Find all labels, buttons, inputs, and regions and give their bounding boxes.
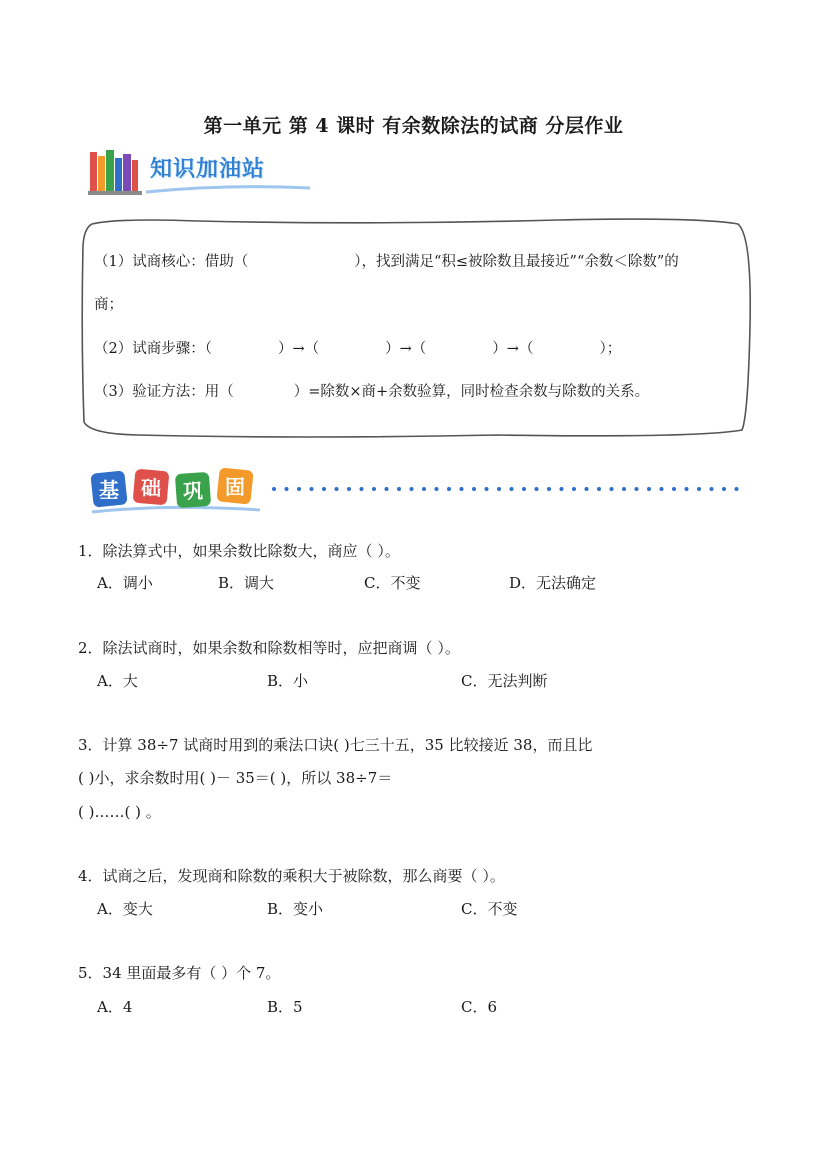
question-4-option-c[interactable]: C．不变: [461, 900, 518, 918]
knowledge-text: ）→（: [385, 341, 427, 357]
knowledge-text: ），找到满足“积≤被除数且最接近”“余数＜除数”的: [354, 254, 679, 270]
divider-dot: [335, 487, 339, 491]
question-1-option-b[interactable]: B．调大: [218, 574, 275, 592]
svg-text:固: 固: [225, 475, 245, 499]
question-5-option-b[interactable]: B．5: [267, 998, 303, 1016]
question-3-line-2: ( )小，求余数时用( )－ 35＝( )，所以 38÷7＝: [78, 769, 393, 787]
divider-dot: [572, 487, 576, 491]
section-banner-knowledge: 知识加油站: [150, 157, 266, 182]
divider-dot: [297, 487, 301, 491]
question-4-option-b[interactable]: B．变小: [267, 900, 324, 918]
divider-dot: [647, 487, 651, 491]
divider-dot: [685, 487, 689, 491]
divider-dot: [372, 487, 376, 491]
knowledge-text: （2）试商步骤：（: [94, 341, 212, 357]
tile-gong: [175, 472, 211, 508]
question-1-stem: 1．除法算式中，如果余数比除数大，商应（ ）。: [78, 542, 400, 560]
divider-dot: [460, 487, 464, 491]
question-2-option-b[interactable]: B．小: [267, 672, 309, 690]
divider-dot: [310, 487, 314, 491]
divider-dot: [710, 487, 714, 491]
divider-dot: [447, 487, 451, 491]
knowledge-text: （1）试商核心：借助（: [94, 254, 249, 270]
question-3-line-1: 3．计算 38÷7 试商时用到的乘法口诀( )七三十五，35 比较接近 38，而且比: [78, 736, 593, 754]
divider-dot: [535, 487, 539, 491]
page-title: 第一单元 第 4 课时 有余数除法的试商 分层作业: [203, 115, 624, 137]
divider-dot: [272, 487, 276, 491]
svg-text:巩: 巩: [183, 479, 203, 503]
question-5-option-c[interactable]: C．6: [461, 998, 498, 1016]
divider-dot: [610, 487, 614, 491]
divider-dot: [672, 487, 676, 491]
knowledge-line-1: [94, 250, 679, 271]
divider-dot: [697, 487, 701, 491]
svg-text:基: 基: [99, 478, 119, 502]
divider-dot: [635, 487, 639, 491]
question-1-option-c[interactable]: C．不变: [364, 574, 421, 592]
divider-dot: [510, 487, 514, 491]
knowledge-text: ）→（: [492, 341, 534, 357]
question-4-option-a[interactable]: A．变大: [97, 900, 153, 918]
divider-dot: [422, 487, 426, 491]
divider-dot: [547, 487, 551, 491]
divider-dot: [497, 487, 501, 491]
divider-dot: [722, 487, 726, 491]
knowledge-text: ）→（: [277, 341, 320, 357]
question-2-stem: 2．除法试商时，如果余数和除数相等时，应把商调（ ）。: [78, 639, 460, 657]
divider-dot: [472, 487, 476, 491]
svg-text:础: 础: [141, 476, 161, 500]
divider-dot: [597, 487, 601, 491]
question-1-option-a[interactable]: A．调小: [97, 574, 153, 592]
divider-dot: [560, 487, 564, 491]
divider-dot: [285, 487, 289, 491]
divider-dot: [410, 487, 414, 491]
question-3-line-3: ( )……( ) 。: [78, 803, 161, 821]
tile-ji: [90, 470, 127, 507]
question-5-option-a[interactable]: A．4: [97, 998, 133, 1016]
divider-dot: [347, 487, 351, 491]
divider-dot: [385, 487, 389, 491]
question-4-stem: 4．试商之后，发现商和除数的乘积大于被除数，那么商要（ ）。: [78, 867, 505, 885]
divider-dot: [397, 487, 401, 491]
divider-dot: [485, 487, 489, 491]
question-5-stem: 5．34 里面最多有（ ）个 7。: [78, 964, 281, 982]
divider-dot: [522, 487, 526, 491]
knowledge-line-2: [94, 337, 621, 358]
question-2-option-c[interactable]: C．无法判断: [461, 672, 548, 690]
tile-chu: [133, 469, 170, 506]
divider-dot: [660, 487, 664, 491]
knowledge-text: ）=除数×商+余数验算，同时检查余数与除数的关系。: [293, 384, 650, 400]
knowledge-line-3: [94, 380, 649, 401]
knowledge-line-1-cont: 商；: [94, 297, 123, 313]
divider-dot: [322, 487, 326, 491]
divider-dot: [360, 487, 364, 491]
section-banner-basic: [88, 464, 748, 519]
question-2-option-a[interactable]: A．大: [97, 672, 138, 690]
tile-gu: [216, 467, 253, 504]
knowledge-text: （3）验证方法：用（: [94, 384, 234, 400]
knowledge-text: ）；: [599, 341, 622, 357]
divider-dot: [735, 487, 739, 491]
divider-dot: [622, 487, 626, 491]
divider-dot: [585, 487, 589, 491]
dotted-divider: [272, 487, 739, 491]
divider-dot: [435, 487, 439, 491]
question-1-option-d[interactable]: D．无法确定: [509, 574, 597, 592]
